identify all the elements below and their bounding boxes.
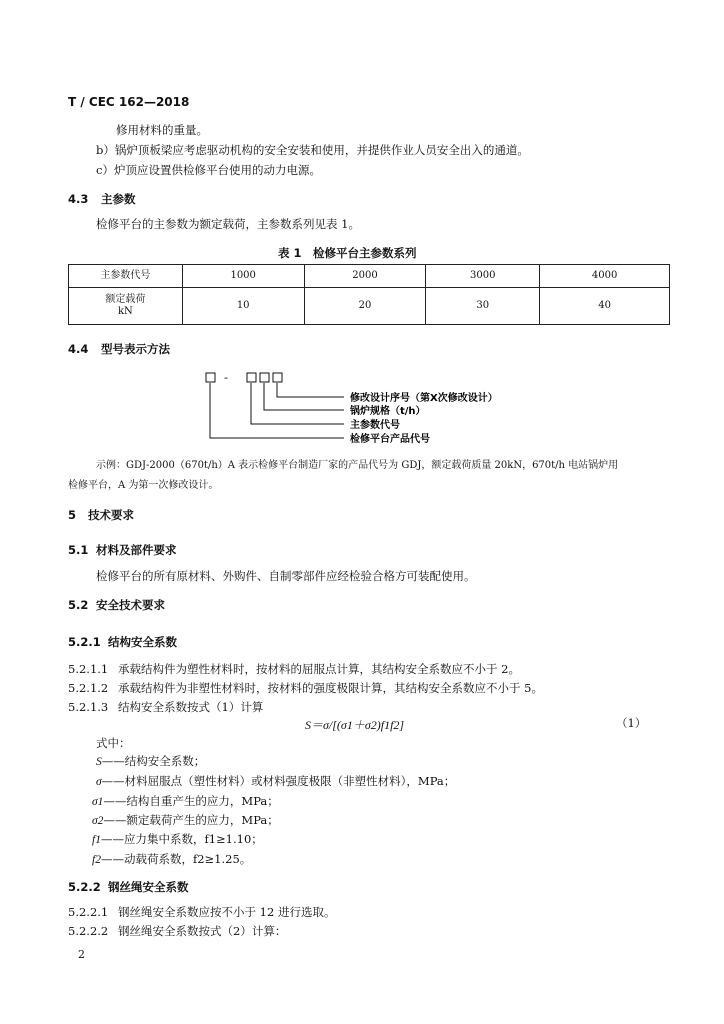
section-5-2-1-title: 结构安全系数 xyxy=(108,635,177,649)
variable-symbol: f2 xyxy=(92,854,101,866)
example-line1: 示例：GDJ-2000（670t/h）A 表示检修平台制造厂家的产品代号为 GDJ，额定载荷质量 20kN，670t/h 电站锅炉用 xyxy=(96,460,619,471)
table1-caption: 表 1 检修平台主参数系列 xyxy=(278,246,417,260)
variable-description: ——应力集中系数，f1≥1.10； xyxy=(100,832,263,846)
variable-definition xyxy=(96,774,455,789)
where-label: 式中： xyxy=(96,736,131,750)
section-5-2-number: 5.2 xyxy=(68,598,89,612)
section-4-3-text: 检修平台的主参数为额定载荷，主参数系列见表 1。 xyxy=(96,217,360,231)
table-cell: 2000 xyxy=(304,265,426,288)
formula-1-number: （1） xyxy=(616,716,647,730)
variable-definition xyxy=(92,832,263,847)
variable-description: ——额定载荷产生的应力，MPa； xyxy=(103,813,279,827)
diagram-dash: - xyxy=(224,371,228,384)
section-5-1-title: 材料及部件要求 xyxy=(96,543,177,557)
variable-symbol: σ2 xyxy=(92,815,104,827)
diagram-box-3 xyxy=(260,373,269,382)
clause-5-2-1-3-number: 5.2.1.3 xyxy=(68,700,109,714)
variable-definition xyxy=(92,813,279,828)
clause-5-2-1-2-text: 承载结构件为非塑性材料时，按材料的强度极限计算，其结构安全系数应不小于 5。 xyxy=(118,681,543,695)
variable-description: ——结构安全系数； xyxy=(101,754,206,768)
table-cell: 4000 xyxy=(540,265,670,288)
example-line2: 检修平台，A 为第一次修改设计。 xyxy=(68,480,219,491)
model-designation-diagram xyxy=(198,366,528,452)
table-cell: 10 xyxy=(182,288,304,325)
table-cell: 20 xyxy=(304,288,426,325)
section-5-1-number: 5.1 xyxy=(68,543,89,557)
diagram-leader-3 xyxy=(251,383,344,424)
section-4-3-title: 主参数 xyxy=(101,192,136,206)
table-cell: 3000 xyxy=(426,265,540,288)
clause-5-2-2-2-text: 钢丝绳安全系数按式（2）计算： xyxy=(118,924,287,938)
table-cell-label: 主参数代号 xyxy=(69,265,183,288)
diagram-label-4: 检修平台产品代号 xyxy=(350,434,430,445)
clause-5-2-2-1-number: 5.2.2.1 xyxy=(68,905,109,919)
variable-description: ——动载荷系数，f2≥1.25。 xyxy=(100,852,252,866)
standard-number-header: T / CEC 162—2018 xyxy=(68,95,190,109)
diagram-box-4 xyxy=(273,373,282,382)
diagram-label-3: 主参数代号 xyxy=(350,420,400,431)
page-number: 2 xyxy=(78,948,85,961)
variable-description: ——材料屈服点（塑性材料）或材料强度极限（非塑性材料），MPa； xyxy=(101,774,456,788)
list-item-b: b）锅炉顶板梁应考虑驱动机构的安全安装和使用，并提供作业人员安全出入的通道。 xyxy=(96,143,529,157)
table-cell: 30 xyxy=(426,288,540,325)
list-item-a-tail: 修用材料的重量。 xyxy=(116,123,208,137)
clause-5-2-1-1-number: 5.2.1.1 xyxy=(68,662,109,676)
variable-symbol: f1 xyxy=(92,834,101,846)
variable-symbol: σ1 xyxy=(92,796,104,808)
variable-definition xyxy=(92,794,279,809)
clause-5-2-1-1-text: 承载结构件为塑性材料时，按材料的屈服点计算，其结构安全系数应不小于 2。 xyxy=(118,662,520,676)
formula-1: S＝σ/[(σ1＋σ2)f1f2] xyxy=(305,718,405,732)
clause-5-2-1-2-number: 5.2.1.2 xyxy=(68,681,109,695)
table-label-line2: kN xyxy=(117,306,133,317)
table-cell: 1000 xyxy=(182,265,304,288)
section-5-title: 技术要求 xyxy=(88,508,134,522)
section-5-2-2-title: 钢丝绳安全系数 xyxy=(108,880,189,894)
section-5-1-text: 检修平台的所有原材料、外购件、自制零部件应经检验合格方可装配使用。 xyxy=(96,569,476,583)
diagram-box-2 xyxy=(247,373,256,382)
clause-5-2-2-2-number: 5.2.2.2 xyxy=(68,924,109,938)
parameter-table xyxy=(68,264,670,325)
variable-description: ——结构自重产生的应力，MPa； xyxy=(103,794,279,808)
diagram-box-1 xyxy=(206,373,215,382)
variable-definition xyxy=(96,754,205,769)
section-5-2-title: 安全技术要求 xyxy=(96,598,165,612)
variable-symbol: S xyxy=(96,756,102,768)
table-row xyxy=(69,288,670,325)
table-cell: 40 xyxy=(540,288,670,325)
section-4-4-title: 型号表示方法 xyxy=(101,342,170,356)
table-row xyxy=(69,265,670,288)
section-4-4-number: 4.4 xyxy=(68,342,89,356)
section-5-2-2-number: 5.2.2 xyxy=(68,880,101,894)
section-5-number: 5 xyxy=(68,508,77,522)
table-cell-label xyxy=(69,288,183,325)
variable-definition xyxy=(92,852,251,867)
diagram-leader-1 xyxy=(277,383,344,397)
list-item-c: c）炉顶应设置供检修平台使用的动力电源。 xyxy=(96,163,321,177)
clause-5-2-1-3-text: 结构安全系数按式（1）计算 xyxy=(118,700,264,714)
section-4-3-number: 4.3 xyxy=(68,192,89,206)
section-5-2-1-number: 5.2.1 xyxy=(68,635,101,649)
variable-symbol: σ xyxy=(96,776,102,788)
diagram-label-2: 锅炉规格（t/h） xyxy=(350,406,426,417)
table-label-line1: 额定载荷 xyxy=(105,294,146,305)
diagram-label-1: 修改设计序号（第X次修改设计） xyxy=(350,393,498,404)
clause-5-2-2-1-text: 钢丝绳安全系数应按不小于 12 进行选取。 xyxy=(118,905,336,919)
